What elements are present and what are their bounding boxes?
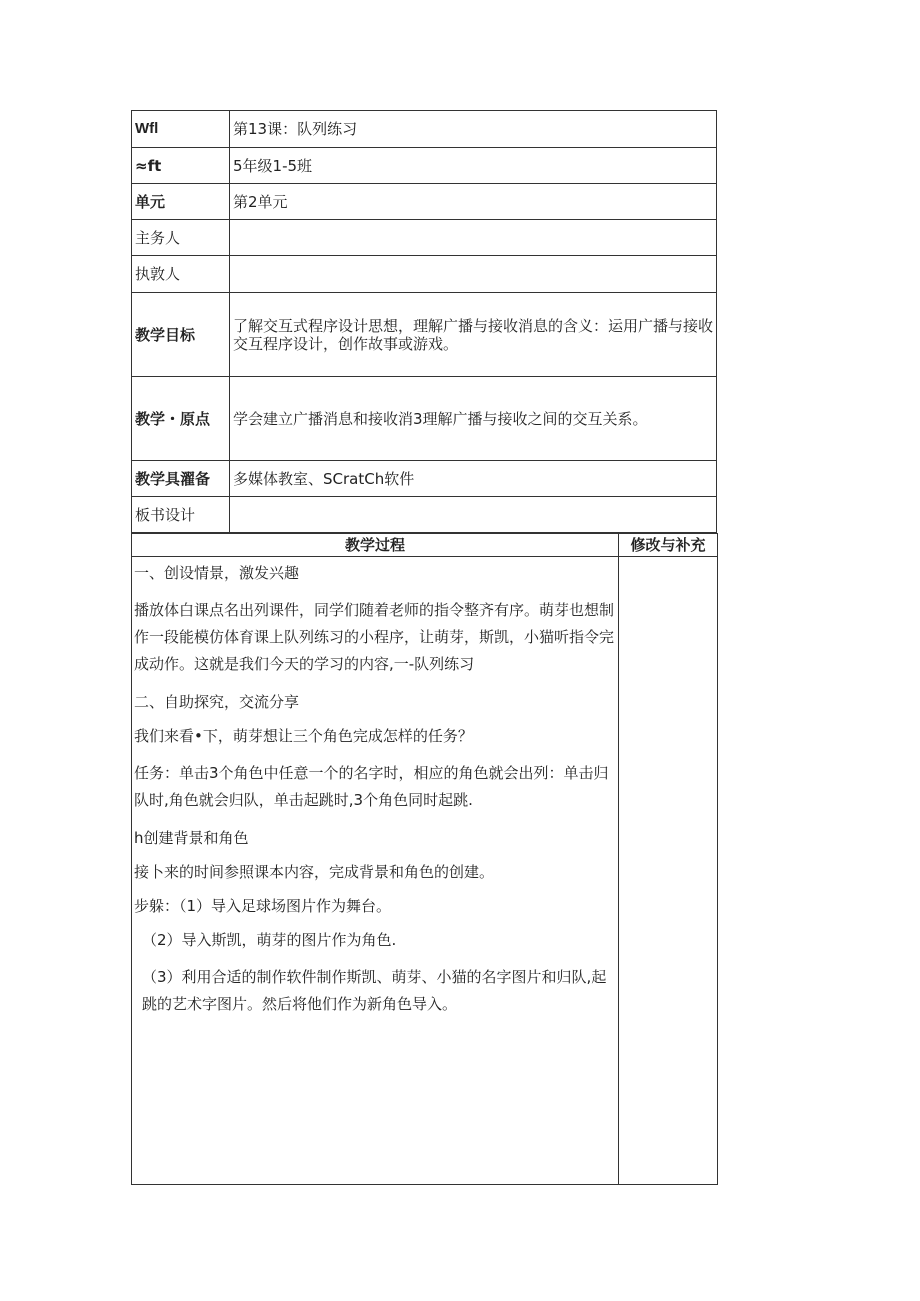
teacher-value xyxy=(230,256,717,293)
paragraph: 接卜来的时间参照课本内容，完成背景和角色的创建。 xyxy=(134,863,495,881)
step-item: 步躲：（1）导入足球场图片作为舞台。 xyxy=(134,897,392,915)
title-value: 第13课：队列练习 xyxy=(230,111,717,148)
revision-header: 修改与补充 xyxy=(619,534,718,557)
process-header: 教学过程 xyxy=(132,534,619,557)
process-body-cell xyxy=(132,557,619,1185)
lesson-info-table xyxy=(131,110,717,533)
title-label: Wfl xyxy=(132,111,230,148)
unit-value: 第2单元 xyxy=(230,184,717,220)
section-heading: 二、自助探究，交流分享 xyxy=(134,693,300,711)
paragraph: 任务：单击3个角色中任意一个的名字时，相应的角色就会出列：单击归队时,角色就会归队，单击起跳时,3个角色同时起跳. xyxy=(134,764,609,809)
lesson-plan-sheet xyxy=(131,110,717,1185)
board-value xyxy=(230,497,717,533)
prep-value: 多媒体教室、SCratCh软件 xyxy=(230,461,717,497)
key-label: 教学・原点 xyxy=(132,377,230,461)
subsection-heading: h创建背景和角色 xyxy=(134,829,249,847)
key-value: 学会建立广播消息和接收消3理解广播与接收之间的交互关系。 xyxy=(230,377,717,461)
teacher-label: 执敦人 xyxy=(132,256,230,293)
step-item: （2）导入斯凯，萌芽的图片作为角色. xyxy=(142,931,397,949)
paragraph: 播放体白课点名出列课件，同学们随着老师的指令整齐有序。萌芽也想制作一段能模仿体育课上队列练习的小程序，让萌芽，斯凯，小猫听指令完成动作。这就是我们今天的学习的内容,一-队列练习 xyxy=(134,601,615,673)
class-label: ≈ft xyxy=(132,148,230,184)
section-heading: 一、创设情景，激发兴趣 xyxy=(134,564,300,582)
goal-value: 了解交互式程序设计思想，理解广播与接收消息的含义：运用广播与接收交互程序设计，创作故事或游戏。 xyxy=(230,293,717,377)
goal-label: 教学目标 xyxy=(132,293,230,377)
prep-label: 教学具濯备 xyxy=(132,461,230,497)
owner-value xyxy=(230,220,717,256)
owner-label: 主务人 xyxy=(132,220,230,256)
unit-label: 单元 xyxy=(132,184,230,220)
revision-cell xyxy=(619,557,718,1185)
class-value: 5年级1-5班 xyxy=(230,148,717,184)
process-table xyxy=(131,533,718,1185)
paragraph: 我们来看•下，萌芽想让三个角色完成怎样的任务？ xyxy=(134,727,473,745)
board-label: 板书设计 xyxy=(132,497,230,533)
process-body xyxy=(132,557,618,1018)
step-item: （3）利用合适的制作软件制作斯凯、萌芽、小猫的名字图片和归队,起跳的艺术字图片。然后将他们作为新角色导入。 xyxy=(142,968,607,1013)
